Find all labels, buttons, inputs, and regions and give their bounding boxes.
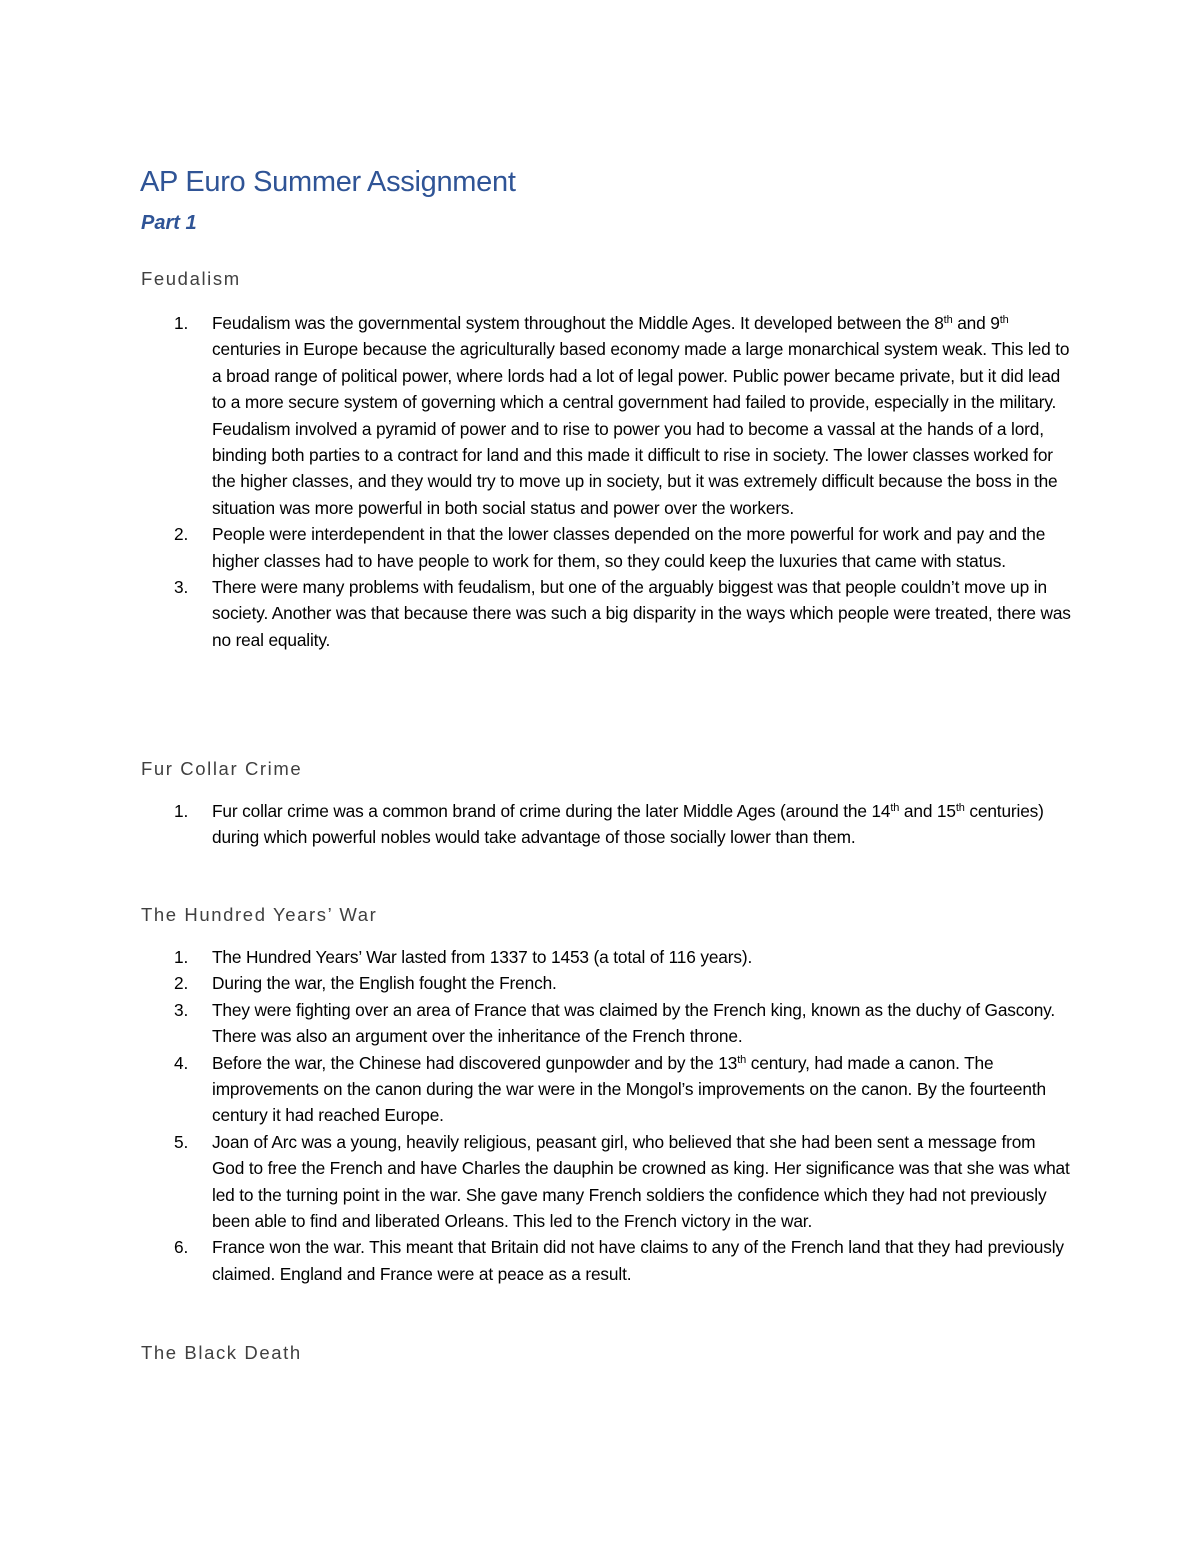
list-item-text: and 15: [899, 801, 956, 821]
list-item-number: 3.: [174, 999, 189, 1020]
list-item-text: People were interdependent in that the lower classes depended on the more powerful for work and pay and the higher classes had to have people to work for them, so they could keep the luxuries that came with status.: [212, 524, 1046, 571]
list-item-number: 3.: [174, 577, 189, 598]
list-item-number: 1.: [174, 801, 189, 821]
list-item: [141, 310, 1071, 521]
list-item-text: France won the war. This meant that Britain did not have claims to any of the French land that they had previously claimed. England and France were at peace as a result.: [212, 1237, 1064, 1284]
list-item-text: Feudalism was the governmental system throughout the Middle Ages. It developed between the: [212, 313, 935, 333]
list-item: [141, 521, 1071, 574]
list-hundred-years-war: [141, 944, 1071, 1287]
list-item-number: 5.: [174, 1131, 189, 1152]
ordinal-suffix: th: [999, 314, 1009, 326]
list-item: [141, 1050, 1071, 1129]
list-item-text: There were many problems with feudalism, but one of the arguably biggest was that people couldn’t move up in society. Another was that because there was such a big disparity in the ways which people were treated, there was no real equality.: [212, 577, 1071, 650]
list-item-text: 8: [934, 313, 944, 333]
list-item: [141, 970, 1071, 996]
section-heading-fur-collar-crime: Fur Collar Crime: [141, 758, 303, 779]
document-title: AP Euro Summer Assignment: [140, 166, 516, 198]
list-item-text: and 9: [952, 313, 1000, 333]
ordinal-suffix: th: [890, 802, 900, 814]
section-heading-hundred-years-war: The Hundred Years’ War: [141, 904, 378, 925]
list-item: [141, 997, 1071, 1050]
list-item-text: centuries) during which powerful nobles would take advantage of those socially lower than them.: [212, 801, 1044, 848]
list-item-number: 6.: [174, 1237, 189, 1258]
list-item-number: 4.: [174, 1052, 189, 1073]
list-item-text: century, had made a canon. The improvements on the canon during the war were in the Mongol’s improvements on the canon. By the fourteenth century it had reached Europe.: [212, 1052, 1046, 1126]
list-item: [141, 574, 1071, 653]
list-item-text: During the war, the English fought the French.: [212, 973, 557, 994]
ordinal-suffix: th: [737, 1053, 747, 1066]
section-heading-black-death: The Black Death: [141, 1342, 302, 1363]
list-item-number: 2.: [174, 973, 189, 994]
document-part-label: Part 1: [141, 212, 197, 234]
list-feudalism: [141, 310, 1071, 653]
list-item: [141, 1234, 1071, 1287]
list-item-text: Before the war, the Chinese had discovered gunpowder and by the 13: [212, 1052, 738, 1073]
list-item: [141, 798, 1071, 851]
list-item: [141, 944, 1071, 970]
list-item-text: centuries in Europe because the agriculturally based economy made a large monarchical system weak. This led to a broad range of political power, where lords had a lot of legal power. Public power became private, but it did lead to a more secure system of governing which a central government had failed to provide, especially in the military. Feudalism involved a pyramid of power and to rise to power you had to become a vassal at the hands of a lord, binding both parties to a contract for land and this made it difficult to rise in society. The lower classes worked for the higher classes, and they would try to move up in society, but it was extremely difficult because the boss in the situation was more powerful in both social status and power over the workers.: [212, 339, 1070, 518]
list-item-number: 2.: [174, 524, 189, 545]
list-fur-collar-crime: [141, 798, 1071, 851]
list-item-number: 1.: [174, 947, 189, 967]
ordinal-suffix: th: [955, 802, 965, 814]
list-item-text: They were fighting over an area of France that was claimed by the French king, known as the duchy of Gascony. There was also an argument over the inheritance of the French throne.: [212, 999, 1056, 1047]
list-item-number: 1.: [174, 313, 189, 333]
list-item-text: The Hundred Years’ War lasted from 1337 to 1453 (a total of 116 years).: [212, 947, 753, 967]
list-item: [141, 1129, 1071, 1235]
section-heading-feudalism: Feudalism: [141, 268, 241, 289]
list-item-text: Fur collar crime was a common brand of crime during the later Middle Ages (around the 14: [212, 801, 891, 821]
list-item-text: Joan of Arc was a young, heavily religious, peasant girl, who believed that she had been sent a message from God to free the French and have Charles the dauphin be crowned as king. Her significance was that she was what led to the turning point in the war. She gave many French soldiers the confidence which they had not previously been able to find and liberated Orleans. This led to the French victory in the war.: [212, 1131, 1070, 1232]
ordinal-suffix: th: [943, 314, 953, 326]
